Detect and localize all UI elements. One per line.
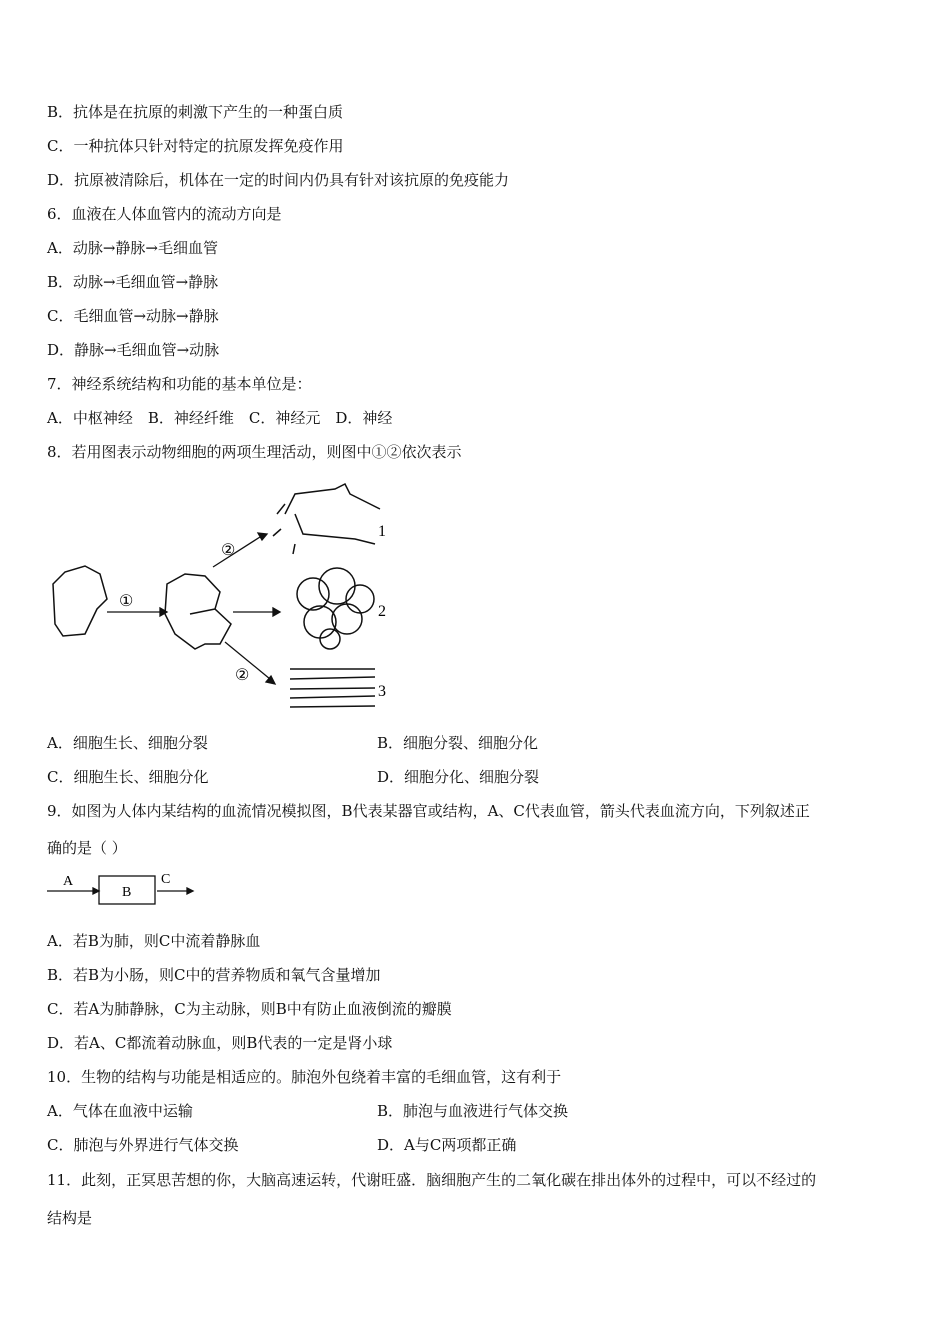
q8-option-c: C．细胞生长、细胞分化 — [47, 768, 209, 786]
q10-option-c: C．肺泡与外界进行气体交换 — [47, 1136, 239, 1154]
q10-option-d: D．A与C两项都正确 — [377, 1136, 517, 1154]
vessel-a-label: A — [63, 874, 74, 889]
q7-stem: 7．神经系统结构和功能的基本单位是： — [47, 375, 312, 393]
tissue-label-3: 3 — [378, 683, 386, 700]
q5-option-b: B．抗体是在抗原的刺激下产生的一种蛋白质 — [47, 103, 344, 121]
single-cell — [53, 566, 107, 636]
q11-stem-line2: 结构是 — [47, 1209, 93, 1227]
vessel-c-label: C — [161, 872, 171, 887]
q8-option-b: B．细胞分裂、细胞分化 — [377, 734, 539, 752]
q6-option-b: B．动脉→毛细血管→静脉 — [47, 273, 219, 291]
tissue-label-1: 1 — [378, 523, 386, 540]
q9-option-b: B．若B为小肠，则C中的营养物质和氧气含量增加 — [47, 966, 381, 984]
step-2-label-bottom: ② — [235, 667, 250, 684]
tissue-label-2: 2 — [378, 603, 386, 620]
q9-stem-line2: 确的是（ ） — [47, 839, 127, 857]
neuron — [273, 484, 380, 554]
q6-stem: 6．血液在人体血管内的流动方向是 — [47, 205, 282, 223]
q9-option-c: C．若A为肺静脉，C为主动脉，则B中有防止血液倒流的瓣膜 — [47, 1000, 452, 1018]
q9-option-d: D．若A、C都流着动脉血，则B代表的一定是肾小球 — [47, 1034, 393, 1052]
q5-option-c: C．一种抗体只针对特定的抗原发挥免疫作用 — [47, 137, 344, 155]
q10-stem: 10．生物的结构与功能是相适应的。肺泡外包绕着丰富的毛细血管，这有利于 — [47, 1068, 562, 1086]
q10-option-b: B．肺泡与血液进行气体交换 — [377, 1102, 569, 1120]
q8-option-d: D．细胞分化、细胞分裂 — [377, 768, 540, 786]
step-1-label: ① — [119, 593, 134, 610]
q6-option-c: C．毛细血管→动脉→静脉 — [47, 307, 219, 325]
q9-option-a: A．若B为肺，则C中流着静脉血 — [47, 932, 261, 950]
structure-b-label: B — [122, 885, 132, 900]
epithelial-cells — [297, 568, 374, 649]
q7-options: A．中枢神经 B．神经纤维 C．神经元 D．神经 — [47, 409, 393, 427]
blood-flow-diagram — [45, 868, 205, 910]
q9-stem-line1: 9．如图为人体内某结构的血流情况模拟图，B代表某器官或结构，A、C代表血管，箭头代表血流方向，下列叙述正 — [47, 802, 810, 820]
q11-stem-line1: 11．此刻，正冥思苦想的你，大脑高速运转，代谢旺盛．脑细胞产生的二氧化碳在排出体外的过程中，可以不经过的 — [47, 1171, 817, 1189]
step-2-label-top: ② — [221, 542, 236, 559]
muscle-tissue — [290, 669, 375, 707]
q6-option-d: D．静脉→毛细血管→动脉 — [47, 341, 220, 359]
q5-option-d: D．抗原被清除后，机体在一定的时间内仍具有针对该抗原的免疫能力 — [47, 171, 510, 189]
cell-diagram — [45, 474, 395, 719]
q8-stem: 8．若用图表示动物细胞的两项生理活动，则图中①②依次表示 — [47, 443, 462, 461]
dividing-cells — [165, 574, 231, 649]
q6-option-a: A．动脉→静脉→毛细血管 — [47, 239, 218, 257]
q10-option-a: A．气体在血液中运输 — [47, 1102, 193, 1120]
q8-option-a: A．细胞生长、细胞分裂 — [47, 734, 208, 752]
